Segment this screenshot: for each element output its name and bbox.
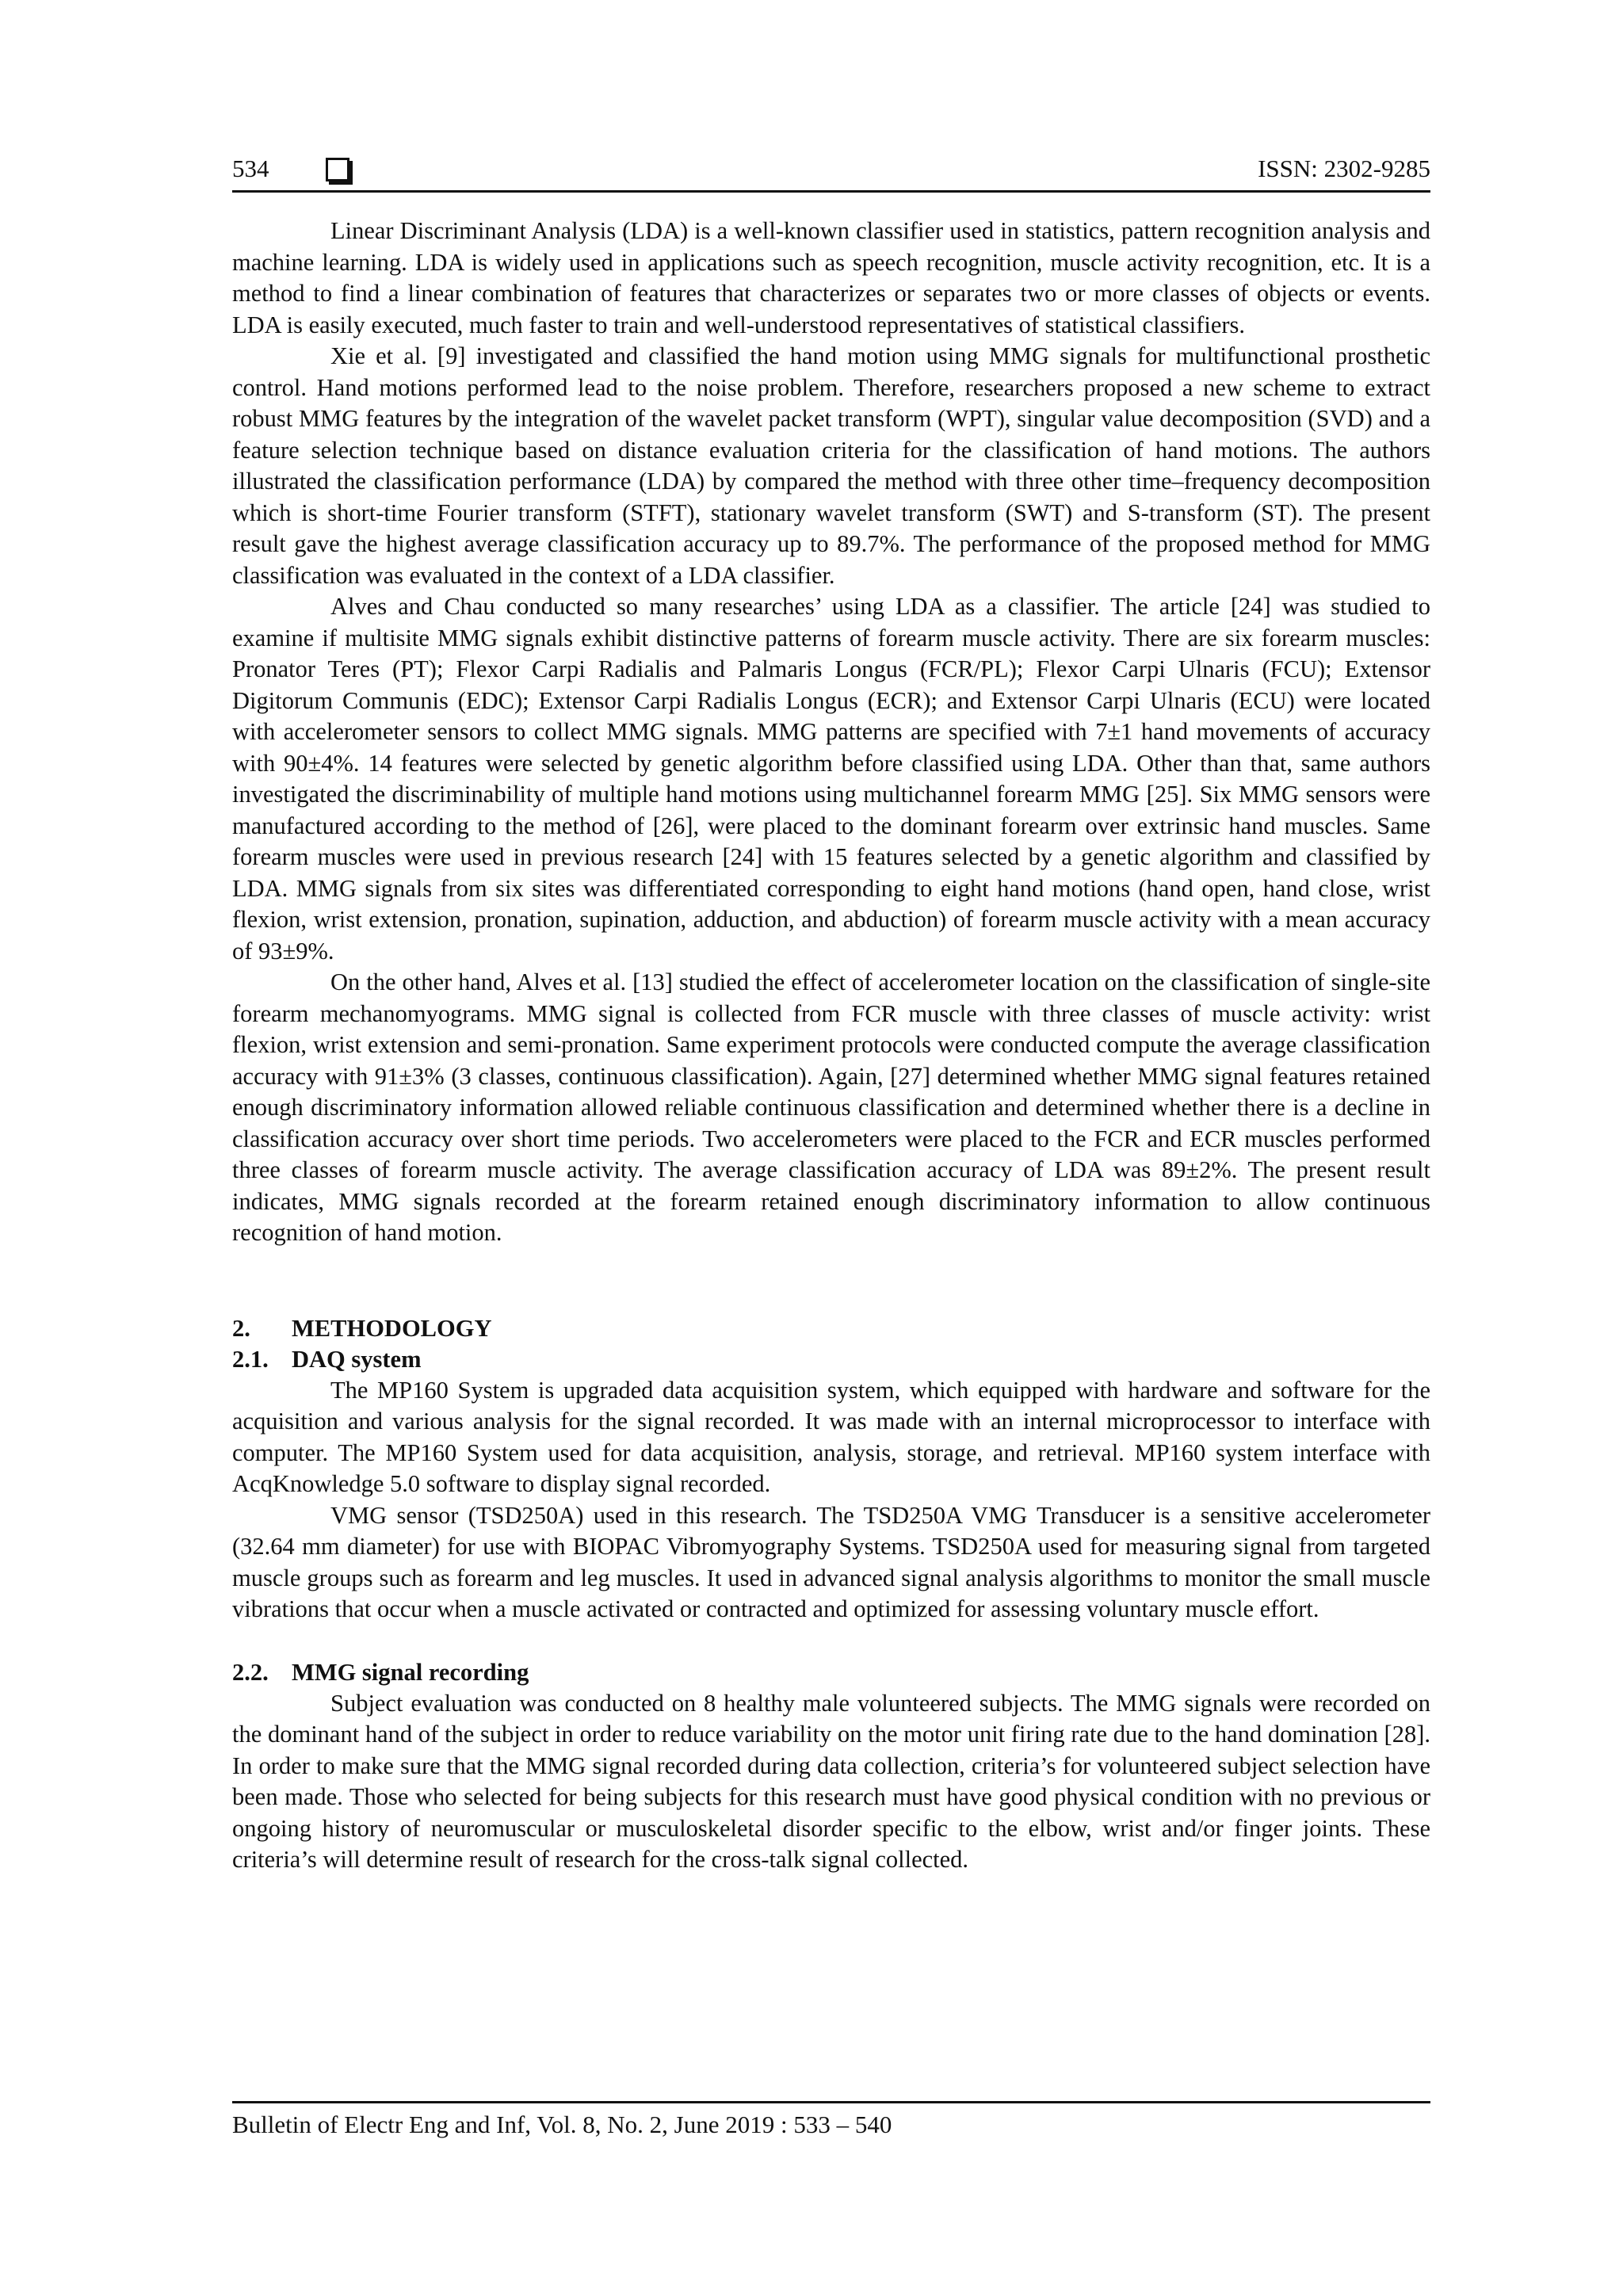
header-rule <box>232 190 1430 193</box>
paragraph-alves-location: On the other hand, Alves et al. [13] studied the effect of accelerometer location on the classification of single-site forearm mechanomyograms. MMG signal is collected from FCR muscle with three classes of muscle activity: wrist flexion, wrist extension and semi-pronation. Same experiment protocols were conducted compute the average classification accuracy with 91±3% (3 classes, continuous classification). Again, [27] determined whether MMG signal features retained enough discriminatory information allowed reliable continuous classification and determined whether there is a decline in classification accuracy over short time periods. Two accelerometers were placed to the FCR and ECR muscles performed three classes of forearm muscle activity. The average classification accuracy of LDA was 89±2%. The present result indicates, MMG signals recorded at the forearm retained enough discriminatory information to allow continuous recognition of hand motion. <box>232 968 1430 1246</box>
footer-rule <box>232 2101 1430 2103</box>
footer-citation: Bulletin of Electr Eng and Inf, Vol. 8, No. 2, June 2019 : 533 – 540 <box>232 2111 892 2138</box>
paragraph-subject-evaluation: Subject evaluation was conducted on 8 healthy male volunteered subjects. The MMG signals were recorded on the dominant hand of the subject in order to reduce variability on the motor unit firing rate due to the hand domination [28]. In order to make sure that the MMG signal recorded during data collection, criteria’s for volunteered subject selection have been made. Those who selected for being subjects for this research must have good physical condition with no previous or ongoing history of neuromuscular or musculoskeletal disorder specific to the elbow, wrist and/or finger joints. These criteria’s will determine result of research for the cross-talk signal collected. <box>232 1689 1430 1873</box>
paragraph-lda: Linear Discriminant Analysis (LDA) is a well-known classifier used in statistics, pattern recognition analysis and machine learning. LDA is widely used in applications such as speech recognition, muscle activity recognition, etc. It is a method to find a linear combination of features that characterizes or separates two or more classes of objects or events. LDA is easily executed, much faster to train and well-understood representatives of statistical classifiers. <box>232 217 1430 338</box>
paragraph-alves-chau: Alves and Chau conducted so many researches’ using LDA as a classifier. The article [24] was studied to examine if multisite MMG signals exhibit distinctive patterns of forearm muscle activity. There are six forearm muscles: Pronator Teres (PT); Flexor Carpi Radialis and Palmaris Longus (FCR/PL); Flexor Carpi Ulnaris (FCU); Extensor Digitorum Communis (EDC); Extensor Carpi Radialis Longus (ECR); and Extensor Carpi Ulnaris (ECU) were located with accelerometer sensors to collect MMG signals. MMG patterns are specified with 7±1 hand movements of accuracy with 90±4%. 14 features were selected by genetic algorithm before classified using LDA. Other than that, same authors investigated the discriminability of multiple hand motions using multichannel forearm MMG [25]. Six MMG sensors were manufactured according to the method of [26], were placed to the dominant forearm over extrinsic hand muscles. Same forearm muscles were used in previous research [24] with 15 features selected by a genetic algorithm and classified by LDA. MMG signals from six sites was differentiated corresponding to eight hand motions (hand open, hand close, wrist flexion, wrist extension, pronation, supination, adduction, and abduction) of forearm muscle activity with a mean accuracy of 93±9%. <box>232 593 1430 965</box>
paragraph-xie: Xie et al. [9] investigated and classified the hand motion using MMG signals for multifunctional prosthetic control. Hand motions performed lead to the noise problem. Therefore, researchers proposed a new scheme to extract robust MMG features by the integration of the wavelet packet transform (WPT), singular value decomposition (SVD) and a feature selection technique based on distance evaluation criteria for the classification of hand motions. The authors illustrated the classification performance (LDA) by compared the method with three other time–frequency decomposition which is short-time Fourier transform (STFT), stationary wavelet transform (SWT) and S-transform (ST). The present result gave the highest average classification accuracy up to 89.7%. The performance of the proposed method for MMG classification was evaluated in the context of a LDA classifier. <box>232 342 1430 589</box>
issn: ISSN: 2302-9285 <box>1258 155 1430 182</box>
paragraph-vmg-sensor: VMG sensor (TSD250A) used in this research. The TSD250A VMG Transducer is a sensitive accelerometer (32.64 mm diameter) for use with BIOPAC Vibromyography Systems. TSD250A used for measuring signal from targeted muscle groups such as forearm and leg muscles. It used in advanced signal analysis algorithms to monitor the small muscle vibrations that occur when a muscle activated or contracted and optimized for assessing voluntary muscle effort. <box>232 1501 1430 1622</box>
section-title: METHODOLOGY <box>292 1314 492 1342</box>
page-header <box>232 155 1430 194</box>
subsection-heading-mmg-recording <box>232 1657 1430 1688</box>
body-text <box>232 216 1430 1876</box>
section-heading-methodology <box>232 1312 1430 1344</box>
subsection-heading-daq <box>232 1344 1430 1375</box>
subsection-title: MMG signal recording <box>292 1658 529 1686</box>
page-number: 534 <box>232 155 269 182</box>
subsection-number: 2.2. <box>232 1658 269 1686</box>
subsection-title: DAQ system <box>292 1345 422 1373</box>
square-bullet-icon <box>326 158 349 181</box>
subsection-number: 2.1. <box>232 1345 269 1373</box>
section-number: 2. <box>232 1314 250 1342</box>
paragraph-mp160: The MP160 System is upgraded data acquisition system, which equipped with hardware and software for the acquisition and various analysis for the signal recorded. It was made with an internal microprocessor to interface with computer. The MP160 System used for data acquisition, analysis, storage, and retrieval. MP160 system interface with AcqKnowledge 5.0 software to display signal recorded. <box>232 1376 1430 1497</box>
